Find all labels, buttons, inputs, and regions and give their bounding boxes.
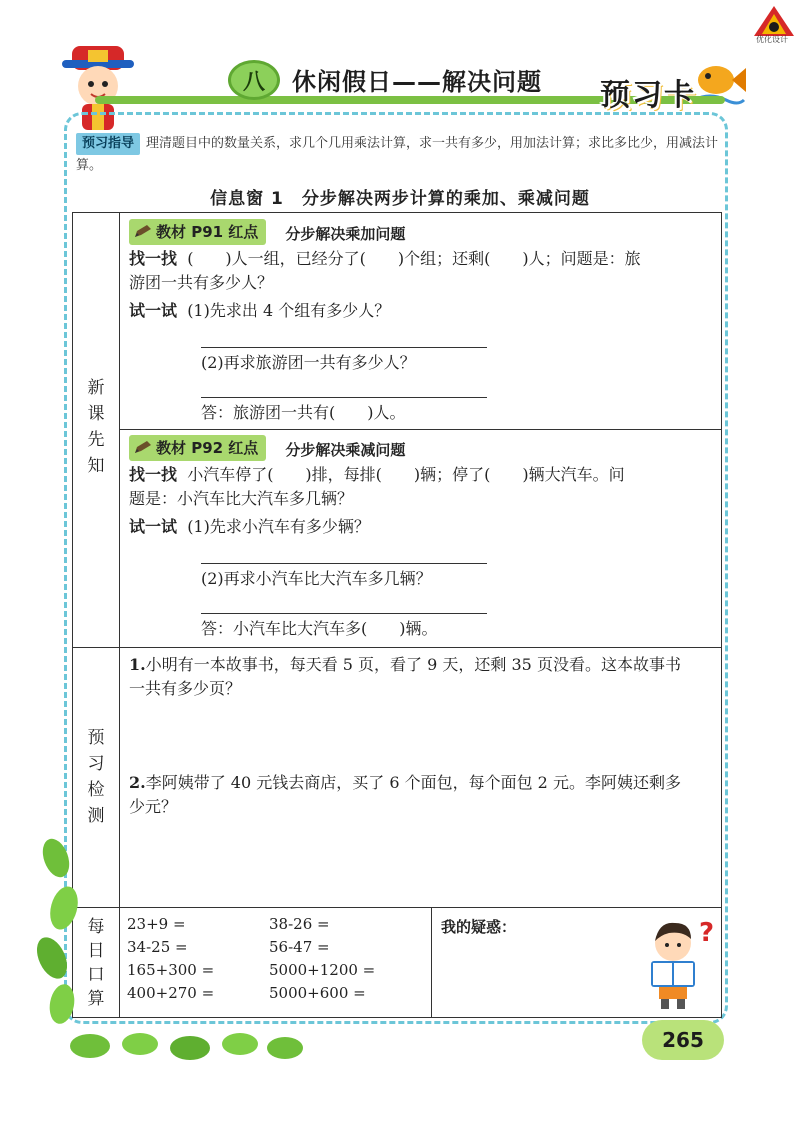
calc-item: 34-25 = <box>127 938 188 956</box>
publisher-logo-text: 优化设计 <box>756 35 788 44</box>
svg-text:?: ? <box>699 918 715 948</box>
reading-student-icon <box>639 913 719 1013</box>
check-question-1-line2: 一共有多少页？ <box>129 679 242 698</box>
leaf-decoration-icon <box>34 838 84 1028</box>
side-label-new-knowledge: 新 课 先 知 <box>87 378 105 476</box>
calc-item: 56-47 = <box>269 938 330 956</box>
part2-q2: (2)再求小汽车比大汽车多几辆？ <box>201 569 432 588</box>
side-label-daily-calc: 每 日 口 算 <box>87 917 105 1009</box>
part2-header <box>129 435 405 462</box>
part1-find-line2: 游团一共有多少人？ <box>129 273 274 292</box>
part1-find-line1: 找一找 ( )人一组，已经分了( )个组；还剩( )人；问题是：旅 <box>129 249 641 268</box>
calc-item: 38-26 = <box>269 915 330 933</box>
row-divider-check <box>73 647 721 648</box>
part2-try-q1: 试一试 (1)先求小汽车有多少辆？ <box>129 517 370 536</box>
calc-item: 5000+600 = <box>269 984 366 1002</box>
part2-find-line1: 找一找 小汽车停了( )排，每排( )辆；停了( )辆大汽车。问 <box>129 465 625 484</box>
part1-answer: 答：旅游团一共有( )人。 <box>201 403 406 422</box>
calc-item: 5000+1200 = <box>269 961 376 979</box>
part2-title: 分步解决乘减问题 <box>285 441 406 459</box>
part1-try-q1: 试一试 (1)先求出 4 个组有多少人？ <box>129 301 391 320</box>
preview-card-label: 预习卡 <box>600 78 696 113</box>
preview-guide <box>76 133 724 177</box>
calc-left-column <box>127 913 214 1005</box>
part1-answer-line-2 <box>201 397 487 398</box>
guide-tag: 预习指导 <box>76 133 140 155</box>
page-number: 265 <box>642 1020 724 1060</box>
part2-tag: 教材 P92 红点 <box>129 435 266 461</box>
calc-item: 400+270 = <box>127 984 215 1002</box>
part1-answer-line-1 <box>201 347 487 348</box>
check-question-2-line2: 少元？ <box>129 797 178 816</box>
calc-item: 165+300 = <box>127 961 215 979</box>
worksheet-table <box>72 212 722 1018</box>
row-divider-calc <box>73 907 721 908</box>
guide-text: 理清题目中的数量关系，求几个几用乘法计算，求一共有多少，用加法计算；求比多比少，用减法计算。 <box>76 136 719 173</box>
column-divider <box>119 213 120 1017</box>
part1-title: 分步解决乘加问题 <box>285 225 406 243</box>
bottom-leaf-decoration-icon <box>70 1026 310 1066</box>
check-question-2-line1: 2.李阿姨带了 40 元钱去商店，买了 6 个面包，每个面包 2 元。李阿姨还剩多 <box>129 773 681 792</box>
row-divider-part <box>119 429 721 430</box>
part2-answer: 答：小汽车比大汽车多( )辆。 <box>201 619 438 638</box>
unit-title: 休闲假日——解决问题 <box>292 68 542 96</box>
chapter-badge: 八 <box>228 60 280 100</box>
part1-tag: 教材 P91 红点 <box>129 219 266 245</box>
pencil-icon <box>133 441 153 455</box>
doubts-label: 我的疑惑： <box>441 918 517 936</box>
part1-q2: (2)再求旅游团一共有多少人？ <box>201 353 416 372</box>
pencil-icon <box>133 225 153 239</box>
check-question-1-line1: 1.小明有一本故事书，每天看 5 页，看了 9 天，还剩 35 页没看。这本故事书 <box>129 655 681 674</box>
calc-item: 23+9 = <box>127 915 186 933</box>
calc-right-column <box>269 913 375 1005</box>
part2-find-line2: 题是：小汽车比大汽车多几辆？ <box>129 489 354 508</box>
doubts-divider <box>431 907 432 1017</box>
info-window-title: 信息窗 1 分步解决两步计算的乘加、乘减问题 <box>210 189 590 209</box>
part2-answer-line-1 <box>201 563 487 564</box>
part1-header <box>129 219 405 246</box>
part2-answer-line-2 <box>201 613 487 614</box>
side-label-preview-check: 预 习 检 测 <box>87 728 105 826</box>
